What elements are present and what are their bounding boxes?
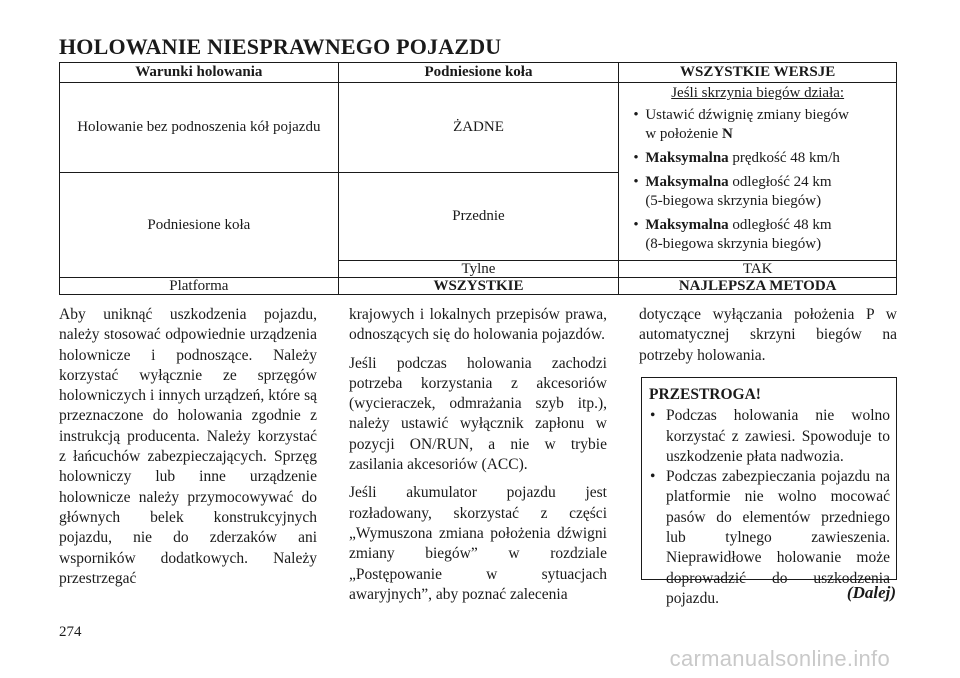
paragraph: dotyczące wyłączania położenia P w automatycznej skrzyni biegów na potrzeby holowania. [639, 306, 897, 364]
gear-position-n: N [721, 126, 733, 142]
continued-label: (Dalej) [846, 583, 896, 602]
warning-item-text: Podczas zabezpieczania pojazdu na platformie nie wolno mocować pasów do elementów przedniego lub tylnego zawieszenia. Nieprawidłowe holowanie może doprowadzić do uszkodzenia pojazdu. [666, 468, 890, 607]
table-cell-wheels: WSZYSTKIE [338, 278, 619, 295]
table-cell-rear-value: TAK [619, 261, 897, 278]
table-header-conditions: Warunki holowania [60, 63, 339, 83]
paragraph: Jeśli podczas holowania zachodzi potrzeba korzystania z akcesoriów (wycieraczek, odmrażania szyb itp.), należy ustawić wyłącznik zapłonu w pozycji ON/RUN, a nie w trybie zasilania akcesoriów (ACC). [349, 354, 607, 474]
text-column-3 [639, 305, 897, 374]
warning-title: PRZESTROGA! [649, 386, 761, 403]
table-cell-wheels-rear: Tylne [338, 261, 619, 278]
table-cell-condition: Holowanie bez podnoszenia kół pojazdu [60, 83, 339, 173]
list-item-bold: Maksymalna [645, 174, 729, 190]
table-cell-wheels: ŻADNE [338, 83, 619, 173]
list-item-text: odległość 24 km [728, 174, 832, 190]
table-header-raised-wheels: Podniesione koła [338, 63, 619, 83]
bullet-icon: • [633, 174, 639, 190]
paragraph: krajowych i lokalnych przepisów prawa, odnoszących się do holowania pojazdów. [349, 306, 607, 344]
table-header-row [60, 63, 897, 83]
paragraph: Jeśli akumulator pojazdu jest rozładowany, skorzystać z części „Wymuszona zmiana położenia dźwigni zmiany biegów” w rozdziale „Postępowanie w sytuacjach awaryjnych”, aby poznać zalecenia [349, 484, 607, 603]
bullet-icon: • [650, 407, 656, 425]
list-item-bold: Maksymalna [645, 217, 729, 233]
list-item-text: odległość 48 km [728, 217, 832, 233]
bullet-icon: • [633, 150, 639, 166]
towing-table [59, 62, 897, 295]
list-item-line2: (8-biegowa skrzynia biegów) [645, 236, 822, 252]
list-item [633, 149, 890, 168]
text-column-1 [59, 305, 317, 597]
list-item-text: prędkość 48 km/h [728, 150, 840, 166]
versions-list [625, 106, 890, 254]
bullet-icon: • [633, 107, 639, 123]
list-item-bold: Maksymalna [645, 150, 729, 166]
page-number: 274 [59, 624, 82, 640]
page-title: HOLOWANIE NIESPRAWNEGO POJAZDU [59, 34, 502, 59]
list-item [649, 406, 890, 467]
list-item [633, 106, 890, 144]
versions-heading: Jeśli skrzynia biegów działa: [671, 85, 845, 101]
watermark: carmanualsonline.info [669, 646, 890, 671]
table-header-all-versions: WSZYSTKIE WERSJE [619, 63, 897, 83]
table-cell-best-method: NAJLEPSZA METODA [619, 278, 897, 295]
bullet-icon: • [633, 217, 639, 233]
table-row [60, 278, 897, 295]
text-column-2 [349, 305, 607, 613]
warning-list [649, 406, 890, 609]
list-item [633, 216, 890, 254]
table-cell-condition: Podniesione koła [60, 173, 339, 278]
list-item-line2: (5-biegowa skrzynia biegów) [645, 193, 822, 209]
paragraph: Aby uniknąć uszkodzenia pojazdu, należy stosować odpowiednie urządzenia holownicze i podnoszące. Należy korzystać wyłącznie ze sprzęgów holowniczych i innych urządzeń, które są przeznaczone do holowania zgodnie z instrukcją producenta. Należy korzystać z łańcuchów zabezpieczających. Sprzęg holowniczy lub inne urządzenie holownicze należy przymocowywać do głównych belek konstrukcyjnych pojazdu, nie do zderzaków ani wsporników dodatkowych. Należy przestrzegać [59, 306, 317, 587]
list-item-text: Ustawić dźwignię zmiany biegów [645, 107, 850, 123]
table-cell-condition: Platforma [60, 278, 339, 295]
list-item [633, 173, 890, 211]
bullet-icon: • [650, 468, 656, 486]
table-row [60, 83, 897, 173]
warning-item-text: Podczas holowania nie wolno korzystać z zawiesi. Spowoduje to uszkodzenie płata nadwozia. [666, 407, 890, 465]
list-item-line2: w położenie N [645, 126, 733, 142]
table-cell-versions-instructions [619, 83, 897, 261]
table-cell-wheels-front: Przednie [338, 173, 619, 261]
